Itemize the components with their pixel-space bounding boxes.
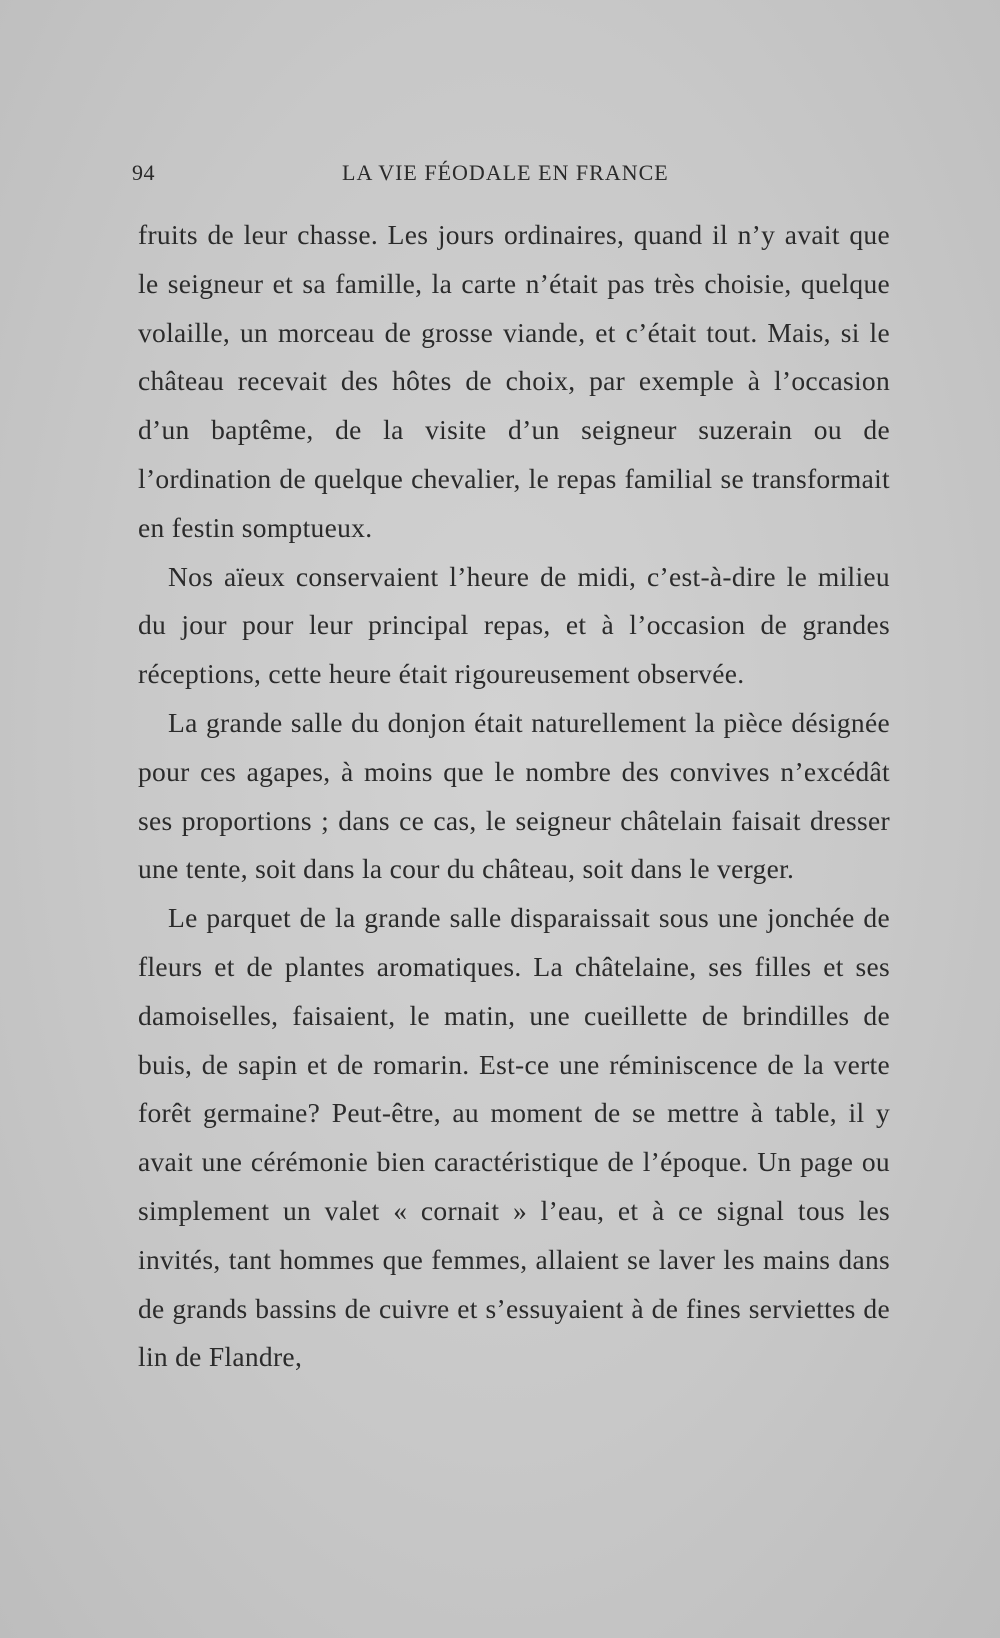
running-title: LA VIE FÉODALE EN FRANCE	[342, 160, 669, 185]
paragraph-1: fruits de leur chasse. Les jours ordinaires, quand il n’y avait que le seigneur et sa famille, la carte n’était pas très choisie, quelque volaille, un morceau de grosse viande, et c’était tout. Mais, si le château recevait des hôtes de choix, par exemple à l’occasion d’un baptême, de la visite d’un seigneur suzerain ou de l’ordination de quelque chevalier, le repas familial se transformait en festin somptueux.	[138, 219, 890, 543]
body-text	[138, 211, 890, 1382]
page-header	[132, 160, 892, 194]
paragraph-4: Le parquet de la grande salle disparaissait sous une jonchée de fleurs et de plantes aromatiques. La châtelaine, ses filles et ses damoiselles, faisaient, le matin, une cueillette de brindilles de buis, de sapin et de romarin. Est-ce une réminiscence de la verte forêt germaine? Peut-être, au moment de se mettre à table, il y avait une cérémonie bien caractéristique de l’époque. Un page ou simplement un valet « cornait » l’eau, et à ce signal tous les invités, tant hommes que femmes, allaient se laver les mains dans de grands bassins de cuivre et s’essuyaient à de fines serviettes de lin de Flandre,	[138, 902, 890, 1373]
page-number: 94	[132, 160, 155, 185]
paragraph-3: La grande salle du donjon était naturellement la pièce désignée pour ces agapes, à moins que le nombre des convives n’excédât ses proportions ; dans ce cas, le seigneur châtelain faisait dresser une tente, soit dans la cour du château, soit dans le verger.	[138, 706, 890, 885]
paragraph-2: Nos aïeux conservaient l’heure de midi, c’est-à-dire le milieu du jour pour leur principal repas, et à l’occasion de grandes réceptions, cette heure était rigoureusement observée.	[138, 560, 890, 690]
